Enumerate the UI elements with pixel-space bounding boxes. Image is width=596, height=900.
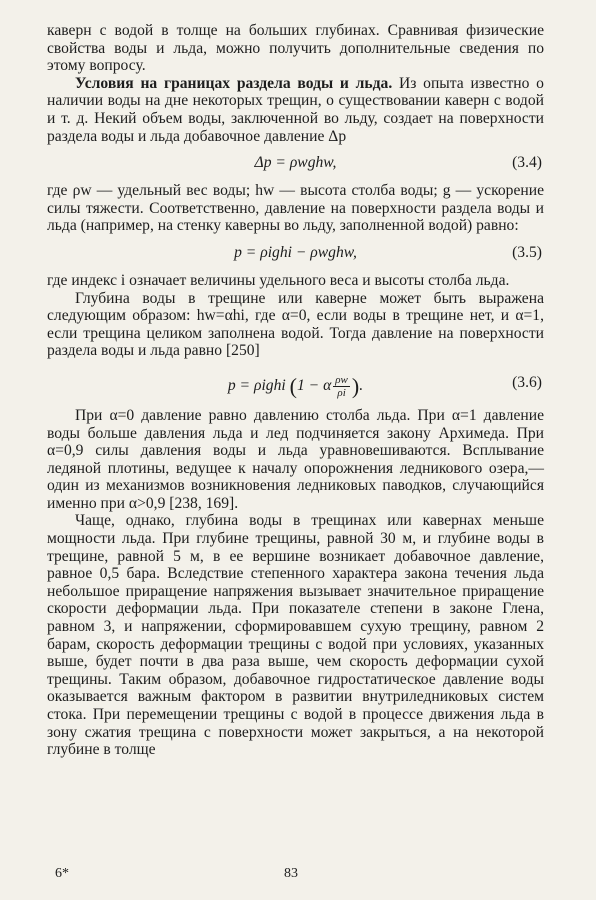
equation-formula: p = ρighi (1 − α $\frac{\rho w}{\rho i}$ ). — [227, 373, 364, 399]
equation-number: (3.4) — [512, 154, 542, 172]
fraction-denominator: ρi — [337, 386, 346, 399]
paragraph: При α=0 давление равно давлению столба льда. При α=1 давление воды больше давления льда и лед подчиняется закону Архимеда. При α=0,9 силы давления воды и льда уравновешиваются. Всплывание ледяной плотины, ведущее к началу опорожнения ледникового озера,— один из механизмов возникновения ледниковых паводков, случающийся именно при α>0,9 [238, 169]. — [47, 406, 544, 512]
paragraph: Глубина воды в трещине или каверне может быть выражена следующим образом: hw=αhi, где α=0, если воды в трещине нет, и α=1, если трещина целиком заполнена водой. Тогда давление на поверхности раздела воды и льда равно [250] — [47, 289, 544, 360]
equation-number: (3.6) — [512, 373, 542, 391]
fraction-numerator: ρw — [335, 373, 348, 386]
equation-3-6 — [47, 364, 544, 404]
equation-3-4 — [47, 149, 544, 179]
page-number: 83 — [284, 866, 298, 881]
section-heading: Условия на границах раздела воды и льда. — [75, 74, 393, 92]
fraction — [333, 374, 350, 399]
close-paren: ) — [351, 373, 360, 399]
paragraph — [47, 75, 544, 145]
paragraph: Чаще, однако, глубина воды в трещинах или кавернах меньше мощности льда. При глубине трещины, равной 30 м, и глубине воды в трещине, равной 5 м, в ее вершине возникает добавочное давление, равное 0,5 бара. Вследствие степенного характера закона течения льда небольшое приращение напряжения вызывает значительное приращение скорости деформации льда. При показателе степени в законе Глена, равном 3, и напряжении, сформировавшем сухую трещину, равном 2 барам, скорость деформации трещины с водой при условиях, указанных выше, будет почти в два раза выше, чем скорость деформации сухой трещины. Таким образом, добавочное гидростатическое давление воды оказывается важным фактором в развитии внутриледниковых систем стока. При перемещении трещины с водой в процессе движения льда в зону сжатия трещина с поверхности может закрыться, а на некоторой глубине в толще — [47, 512, 544, 759]
paragraph-text: Из опыта известно о наличии воды на дне некоторых трещин, о существовании каверн с водой и т. д. Некий объем воды, заключенной во льду, создает на поверхности раздела воды и льда добавочное давление Δp — [47, 74, 544, 145]
signature-mark: 6* — [55, 866, 69, 881]
equation-number: (3.5) — [512, 243, 542, 261]
open-paren: ( — [289, 373, 297, 399]
paragraph: каверн с водой в толще на больших глубинах. Сравнивая физические свойства воды и льда, можно получить дополнительные сведения по этому вопросу. — [47, 22, 544, 75]
equation-left: p = ρighi — [227, 376, 286, 394]
equation-formula: p = ρighi − ρwghw, — [234, 243, 357, 261]
page-body — [47, 22, 544, 759]
equation-mid: 1 − α — [296, 376, 332, 394]
paragraph: где индекс i означает величины удельного веса и высоты столба льда. — [47, 271, 510, 289]
paragraph: где ρw — удельный вес воды; hw — высота столба воды; g — ускорение силы тяжести. Соответственно, давление на поверхности раздела воды и льда (например, на стенку каверны во льду, заполненной водой) равно: — [47, 182, 544, 235]
equation-formula: Δp = ρwghw, — [254, 154, 337, 172]
equation-3-5 — [47, 239, 544, 269]
